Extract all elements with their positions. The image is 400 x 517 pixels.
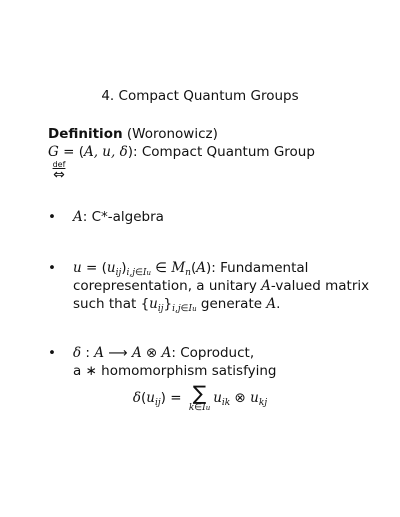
bullet-2-line-2: corepresentation, a unitary A-valued matrix	[73, 278, 370, 294]
bullet-2-text-3a: such that	[73, 296, 141, 312]
bullet-1-text	[73, 209, 164, 225]
equivalence-arrow: ⇔	[53, 167, 65, 183]
bullet-3-label: : Coproduct,	[171, 345, 255, 361]
formula-triple: A, u, δ	[83, 144, 128, 160]
sum-operator: ∑ k∈Iu	[188, 381, 211, 413]
bullet-2-text-2b: -valued matrix	[270, 278, 370, 294]
bullet-1-marker: •	[48, 209, 56, 225]
definition-statement-text: : Compact Quantum Group	[133, 144, 315, 160]
bullet-2-label: : Fundamental	[211, 260, 309, 276]
bullet-2-line-1: $u = (u_{ij})_{i,j\in Iu}$ ∈ $M_n(A)$: Fundamental	[73, 260, 309, 278]
formula-g: G	[48, 144, 59, 160]
bullet-2-text-3b: generate	[196, 296, 267, 312]
def-equivalence-symbol	[48, 161, 70, 182]
bullet-2-marker: •	[48, 260, 56, 276]
bullet-1-label: : C*-algebra	[82, 209, 164, 225]
bullet-3-line-1: δ : A ⟶ A ⊗ A: Coproduct,	[73, 345, 255, 361]
formula-u-def: u	[73, 260, 82, 276]
bullet-2-line-3: such that $\{u_{ij}\}_{i,j\in Iu}$ generate A.	[73, 296, 281, 314]
bullet-3-marker: •	[48, 345, 56, 361]
coproduct-equation: $\delta(u_{ij})$ = ∑ k∈Iu $u_{ik}$ ⊗ $u_{kj}$	[132, 381, 268, 413]
definition-label: Definition	[48, 126, 123, 142]
definition-heading	[48, 126, 218, 142]
formula-a: A	[73, 209, 83, 225]
definition-statement: G = (A, u, δ): Compact Quantum Group	[48, 144, 315, 160]
bullet-2-text-2a: corepresentation, a unitary	[73, 278, 262, 294]
def-label: def	[52, 160, 66, 169]
bullet-3-line-2: a ∗ homomorphism satisfying	[73, 363, 277, 379]
section-title: 4. Compact Quantum Groups	[101, 88, 299, 104]
definition-attribution: (Woronowicz)	[126, 126, 218, 142]
